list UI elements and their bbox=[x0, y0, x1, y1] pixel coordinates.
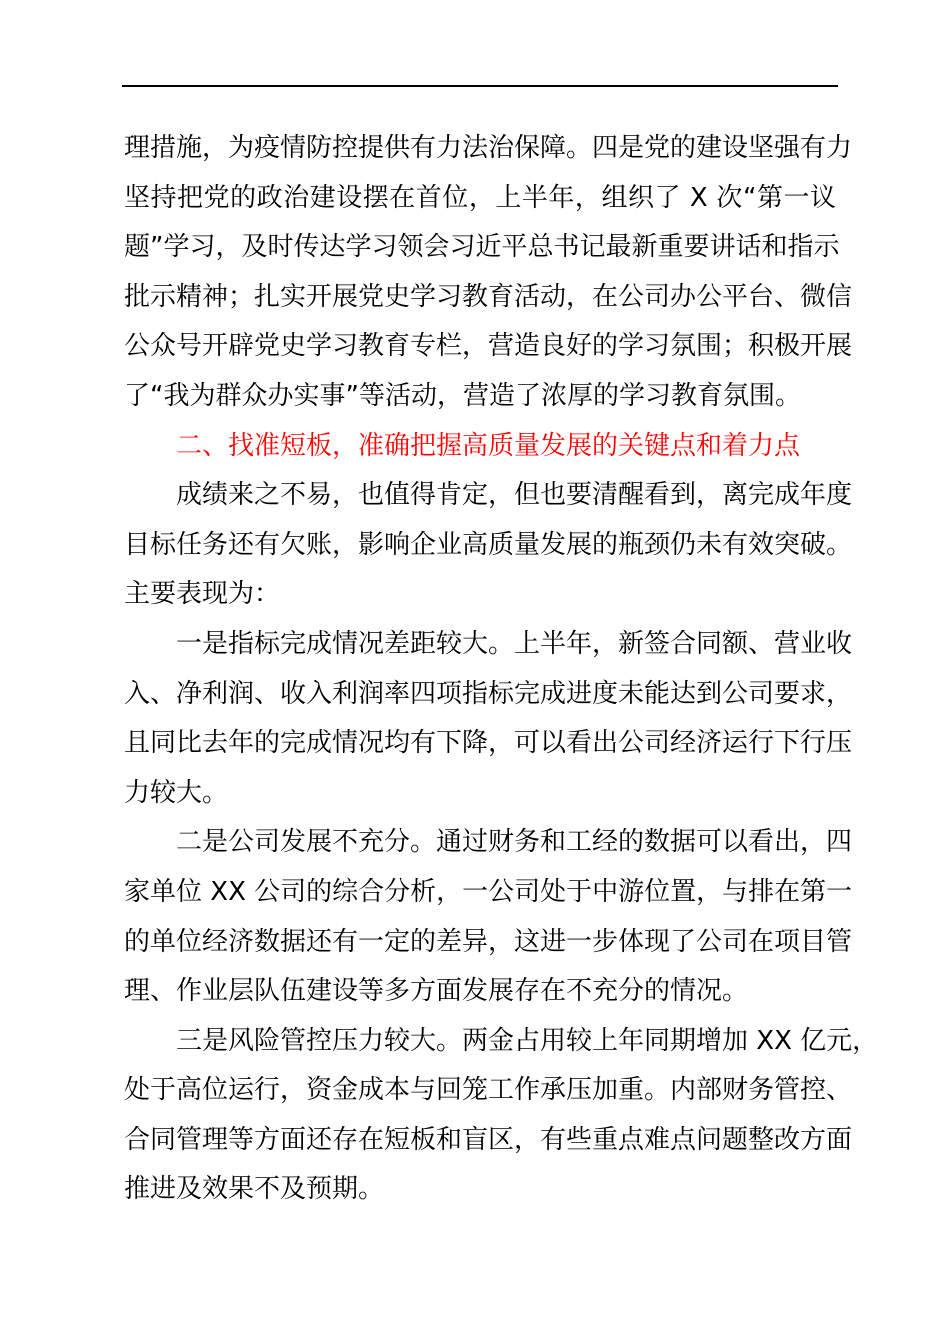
section-heading: 二、找准短板，准确把握高质量发展的关键点和着力点 bbox=[176, 430, 801, 461]
paragraph-line: 处于高位运行，资金成本与回笼工作承压加重。内部财务管控、 bbox=[124, 1075, 853, 1106]
paragraph-line: 推进及效果不及预期。 bbox=[124, 1174, 385, 1205]
header-rule bbox=[122, 85, 838, 87]
paragraph-line: 的单位经济数据还有一定的差异，这进一步体现了公司在项目管 bbox=[124, 926, 853, 957]
paragraph-line: 公众号开辟党史学习教育专栏，营造良好的学习氛围；积极开展 bbox=[124, 331, 853, 362]
paragraph-line: 二是公司发展不充分。通过财务和工经的数据可以看出，四 bbox=[176, 827, 853, 858]
paragraph-line: 了“我为群众办实事”等活动，营造了浓厚的学习教育氛围。 bbox=[124, 380, 801, 411]
paragraph-line: 理措施，为疫情防控提供有力法治保障。四是党的建设坚强有力 bbox=[124, 133, 853, 163]
paragraph-line: 题”学习，及时传达学习领会习近平总书记最新重要讲话和指示 bbox=[124, 232, 840, 263]
paragraph-line: 一是指标完成情况差距较大。上半年，新签合同额、营业收 bbox=[176, 628, 853, 659]
paragraph-line: 成绩来之不易，也值得肯定，但也要清醒看到，离完成年度 bbox=[176, 480, 853, 511]
paragraph-line: 三是风险管控压力较大。两金占用较上年同期增加 XX 亿元， bbox=[176, 1025, 879, 1056]
paragraph-line: 合同管理等方面还存在短板和盲区，有些重点难点问题整改方面 bbox=[124, 1124, 853, 1155]
paragraph-line: 坚持把党的政治建设摆在首位，上半年，组织了 X 次“第一议 bbox=[124, 182, 836, 213]
paragraph-line: 且同比去年的完成情况均有下降，可以看出公司经济运行下行压 bbox=[124, 728, 853, 759]
paragraph-line: 入、净利润、收入利润率四项指标完成进度未能达到公司要求， bbox=[124, 678, 853, 709]
paragraph-line: 力较大。 bbox=[124, 777, 229, 808]
paragraph-line: 批示精神；扎实开展党史学习教育活动，在公司办公平台、微信 bbox=[124, 281, 853, 312]
document-body bbox=[124, 124, 879, 1215]
paragraph-line: 主要表现为： bbox=[124, 579, 281, 610]
paragraph-line: 目标任务还有欠账，影响企业高质量发展的瓶颈仍未有效突破。 bbox=[124, 529, 853, 560]
paragraph-line: 家单位 XX 公司的综合分析，一公司处于中游位置，与排在第一 bbox=[124, 876, 853, 907]
paragraph-line: 理、作业层队伍建设等多方面发展存在不充分的情况。 bbox=[124, 976, 749, 1007]
